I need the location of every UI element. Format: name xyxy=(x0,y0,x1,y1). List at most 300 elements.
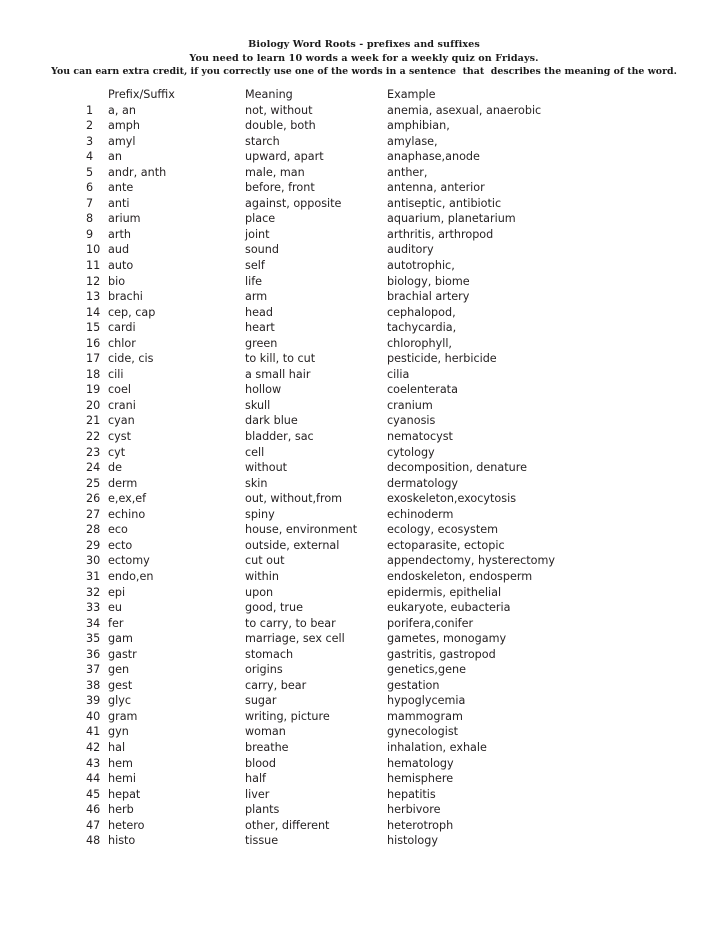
row-prefix-suffix: e,ex,ef xyxy=(108,492,147,506)
row-prefix-suffix: cyt xyxy=(108,445,126,459)
row-prefix-suffix: ectomy xyxy=(108,554,150,568)
row-meaning: against, opposite xyxy=(245,196,342,210)
row-number: 42 xyxy=(86,740,101,754)
table-row xyxy=(0,771,687,787)
row-number: 20 xyxy=(86,398,101,412)
row-meaning: bladder, sac xyxy=(245,430,314,444)
row-number: 26 xyxy=(86,492,101,506)
row-meaning: joint xyxy=(245,227,270,241)
row-left-spacer xyxy=(0,258,86,274)
row-left-spacer xyxy=(0,413,86,429)
row-left-spacer xyxy=(0,211,86,227)
row-left-spacer xyxy=(0,382,86,398)
row-meaning: blood xyxy=(245,756,277,770)
row-example: gastritis, gastropod xyxy=(387,647,496,661)
table-row xyxy=(0,553,687,569)
row-meaning: heart xyxy=(245,321,275,335)
table-row xyxy=(0,678,687,694)
row-prefix-suffix: chlor xyxy=(108,336,136,350)
table-row xyxy=(0,522,687,538)
row-prefix-suffix: ante xyxy=(108,181,134,195)
table-row xyxy=(0,336,687,352)
row-meaning: head xyxy=(245,305,273,319)
row-left-spacer xyxy=(0,398,86,414)
row-left-spacer xyxy=(0,180,86,196)
row-left-spacer xyxy=(0,476,86,492)
row-example: cranium xyxy=(387,398,433,412)
word-roots-table-wrapper xyxy=(0,87,728,849)
row-prefix-suffix: aud xyxy=(108,243,130,257)
row-meaning: breathe xyxy=(245,740,289,754)
row-number: 3 xyxy=(86,134,94,148)
table-row xyxy=(0,289,687,305)
row-example: coelenterata xyxy=(387,383,458,397)
row-number: 47 xyxy=(86,818,101,832)
row-example: ectoparasite, ectopic xyxy=(387,538,505,552)
column-header-number xyxy=(86,87,108,103)
row-number: 36 xyxy=(86,647,101,661)
row-meaning: without xyxy=(245,461,288,475)
row-example: cyanosis xyxy=(387,414,436,428)
row-example: arthritis, arthropod xyxy=(387,227,494,241)
row-example: mammogram xyxy=(387,709,463,723)
row-left-spacer xyxy=(0,756,86,772)
row-example: biology, biome xyxy=(387,274,470,288)
row-example: cilia xyxy=(387,367,410,381)
table-row xyxy=(0,445,687,461)
row-number: 28 xyxy=(86,523,101,537)
row-number: 22 xyxy=(86,430,101,444)
row-example: hemisphere xyxy=(387,772,454,786)
row-number: 34 xyxy=(86,616,101,630)
row-example: amphibian, xyxy=(387,119,450,133)
table-row xyxy=(0,802,687,818)
row-left-spacer xyxy=(0,336,86,352)
row-meaning: house, environment xyxy=(245,523,358,537)
row-example: chlorophyll, xyxy=(387,336,452,350)
table-row xyxy=(0,305,687,321)
row-left-spacer xyxy=(0,522,86,538)
row-number: 1 xyxy=(86,103,94,117)
row-prefix-suffix: cardi xyxy=(108,321,136,335)
row-number: 7 xyxy=(86,196,94,210)
row-number: 13 xyxy=(86,290,101,304)
row-left-spacer xyxy=(0,631,86,647)
row-prefix-suffix: hetero xyxy=(108,818,145,832)
row-prefix-suffix: andr, anth xyxy=(108,165,167,179)
table-row xyxy=(0,833,687,849)
row-prefix-suffix: cyst xyxy=(108,430,131,444)
row-number: 5 xyxy=(86,165,94,179)
row-left-spacer xyxy=(0,802,86,818)
column-header-example: Example xyxy=(387,88,436,101)
row-meaning: outside, external xyxy=(245,538,340,552)
row-number: 30 xyxy=(86,554,101,568)
row-meaning: upon xyxy=(245,585,274,599)
row-example: herbivore xyxy=(387,803,441,817)
row-example: auditory xyxy=(387,243,434,257)
row-example: anaphase,anode xyxy=(387,150,480,164)
row-number: 8 xyxy=(86,212,94,226)
row-prefix-suffix: cide, cis xyxy=(108,352,154,366)
table-row xyxy=(0,740,687,756)
table-row xyxy=(0,600,687,616)
table-row xyxy=(0,631,687,647)
row-example: decomposition, denature xyxy=(387,461,527,475)
row-example: histology xyxy=(387,834,438,848)
row-example: hepatitis xyxy=(387,787,436,801)
row-left-spacer xyxy=(0,709,86,725)
table-row xyxy=(0,662,687,678)
row-prefix-suffix: hem xyxy=(108,756,133,770)
row-left-spacer xyxy=(0,553,86,569)
row-prefix-suffix: eu xyxy=(108,601,122,615)
table-row xyxy=(0,382,687,398)
row-meaning: green xyxy=(245,336,278,350)
table-row xyxy=(0,351,687,367)
table-row xyxy=(0,242,687,258)
row-left-spacer xyxy=(0,149,86,165)
document-header xyxy=(0,38,728,79)
row-prefix-suffix: echino xyxy=(108,507,146,521)
row-meaning: origins xyxy=(245,663,283,677)
row-meaning: male, man xyxy=(245,165,305,179)
row-number: 44 xyxy=(86,772,101,786)
row-prefix-suffix: brachi xyxy=(108,290,143,304)
row-meaning: marriage, sex cell xyxy=(245,632,345,646)
row-prefix-suffix: coel xyxy=(108,383,131,397)
row-number: 37 xyxy=(86,663,101,677)
table-row xyxy=(0,165,687,181)
row-meaning: half xyxy=(245,772,266,786)
row-number: 11 xyxy=(86,259,101,273)
row-example: antiseptic, antibiotic xyxy=(387,196,502,210)
row-number: 48 xyxy=(86,834,101,848)
table-body xyxy=(0,103,687,849)
row-prefix-suffix: crani xyxy=(108,398,136,412)
row-prefix-suffix: gyn xyxy=(108,725,129,739)
row-example: tachycardia, xyxy=(387,321,457,335)
row-number: 9 xyxy=(86,227,94,241)
row-meaning: a small hair xyxy=(245,367,311,381)
row-prefix-suffix: eco xyxy=(108,523,128,537)
row-number: 14 xyxy=(86,305,101,319)
row-prefix-suffix: cyan xyxy=(108,414,135,428)
row-example: exoskeleton,exocytosis xyxy=(387,492,517,506)
row-prefix-suffix: anti xyxy=(108,196,130,210)
row-meaning: skin xyxy=(245,476,268,490)
row-left-spacer xyxy=(0,289,86,305)
column-header-prefix-suffix: Prefix/Suffix xyxy=(108,88,175,101)
table-row xyxy=(0,429,687,445)
row-left-spacer xyxy=(0,103,86,119)
table-row xyxy=(0,398,687,414)
row-number: 2 xyxy=(86,119,94,133)
row-meaning: out, without,from xyxy=(245,492,343,506)
row-prefix-suffix: amph xyxy=(108,119,140,133)
row-meaning: to carry, to bear xyxy=(245,616,336,630)
row-prefix-suffix: ecto xyxy=(108,538,133,552)
row-left-spacer xyxy=(0,787,86,803)
row-example: anther, xyxy=(387,165,428,179)
row-example: ecology, ecosystem xyxy=(387,523,498,537)
row-example: endoskeleton, endosperm xyxy=(387,569,533,583)
row-example: inhalation, exhale xyxy=(387,740,487,754)
row-left-spacer xyxy=(0,445,86,461)
row-meaning: dark blue xyxy=(245,414,298,428)
row-left-spacer xyxy=(0,491,86,507)
row-prefix-suffix: fer xyxy=(108,616,124,630)
word-roots-table xyxy=(0,87,687,849)
row-meaning: life xyxy=(245,274,263,288)
row-example: nematocyst xyxy=(387,430,453,444)
row-left-spacer xyxy=(0,196,86,212)
table-row xyxy=(0,180,687,196)
table-row xyxy=(0,134,687,150)
row-meaning: upward, apart xyxy=(245,150,324,164)
row-left-spacer xyxy=(0,600,86,616)
row-meaning: carry, bear xyxy=(245,678,307,692)
row-prefix-suffix: gen xyxy=(108,663,130,677)
row-number: 46 xyxy=(86,803,101,817)
table-row xyxy=(0,320,687,336)
row-prefix-suffix: gam xyxy=(108,632,133,646)
row-number: 24 xyxy=(86,461,101,475)
row-number: 17 xyxy=(86,352,101,366)
row-left-spacer xyxy=(0,460,86,476)
table-row xyxy=(0,118,687,134)
table-row xyxy=(0,724,687,740)
row-prefix-suffix: hal xyxy=(108,740,126,754)
row-number: 16 xyxy=(86,336,101,350)
row-prefix-suffix: an xyxy=(108,150,122,164)
row-left-spacer xyxy=(0,305,86,321)
table-row xyxy=(0,647,687,663)
row-number: 15 xyxy=(86,321,101,335)
row-example: heterotroph xyxy=(387,818,454,832)
row-meaning: arm xyxy=(245,290,268,304)
row-meaning: sound xyxy=(245,243,279,257)
row-left-spacer xyxy=(0,569,86,585)
row-example: brachial artery xyxy=(387,290,470,304)
row-left-spacer xyxy=(0,538,86,554)
row-example: gametes, monogamy xyxy=(387,632,507,646)
row-prefix-suffix: amyl xyxy=(108,134,136,148)
table-row xyxy=(0,258,687,274)
row-number: 39 xyxy=(86,694,101,708)
table-row xyxy=(0,149,687,165)
table-header-row-group xyxy=(0,87,687,103)
row-meaning: liver xyxy=(245,787,270,801)
row-number: 4 xyxy=(86,150,94,164)
row-meaning: writing, picture xyxy=(245,709,330,723)
row-number: 40 xyxy=(86,709,101,723)
row-example: antenna, anterior xyxy=(387,181,485,195)
row-left-spacer xyxy=(0,165,86,181)
row-prefix-suffix: histo xyxy=(108,834,136,848)
row-example: hypoglycemia xyxy=(387,694,466,708)
row-left-spacer xyxy=(0,662,86,678)
row-prefix-suffix: endo,en xyxy=(108,569,154,583)
row-prefix-suffix: hepat xyxy=(108,787,141,801)
row-left-spacer xyxy=(0,507,86,523)
table-row xyxy=(0,103,687,119)
table-row xyxy=(0,569,687,585)
row-example: anemia, asexual, anaerobic xyxy=(387,103,542,117)
table-row xyxy=(0,196,687,212)
document-subtitle-extra-credit: You can earn extra credit, if you correctly use one of the words in a sentence that describes the meaning of the word. xyxy=(51,66,677,77)
row-number: 35 xyxy=(86,632,101,646)
table-row xyxy=(0,413,687,429)
row-left-spacer xyxy=(0,134,86,150)
row-number: 19 xyxy=(86,383,101,397)
row-meaning: spiny xyxy=(245,507,275,521)
row-left-spacer xyxy=(0,274,86,290)
row-left-spacer xyxy=(0,693,86,709)
row-left-spacer xyxy=(0,647,86,663)
table-row xyxy=(0,709,687,725)
row-meaning: cell xyxy=(245,445,265,459)
table-left-spacer xyxy=(0,87,86,103)
row-example: genetics,gene xyxy=(387,663,466,677)
row-example: gynecologist xyxy=(387,725,459,739)
row-number: 41 xyxy=(86,725,101,739)
row-meaning: place xyxy=(245,212,276,226)
row-number: 31 xyxy=(86,569,101,583)
row-prefix-suffix: herb xyxy=(108,803,134,817)
row-number: 6 xyxy=(86,181,94,195)
row-number: 29 xyxy=(86,538,101,552)
row-prefix-suffix: gest xyxy=(108,678,133,692)
row-left-spacer xyxy=(0,833,86,849)
row-prefix-suffix: de xyxy=(108,461,122,475)
row-number: 23 xyxy=(86,445,101,459)
row-meaning: good, true xyxy=(245,601,303,615)
row-left-spacer xyxy=(0,118,86,134)
table-row xyxy=(0,538,687,554)
row-left-spacer xyxy=(0,242,86,258)
row-number: 33 xyxy=(86,601,101,615)
table-row xyxy=(0,616,687,632)
row-number: 27 xyxy=(86,507,101,521)
row-left-spacer xyxy=(0,367,86,383)
row-meaning: plants xyxy=(245,803,280,817)
row-meaning: not, without xyxy=(245,103,313,117)
row-left-spacer xyxy=(0,818,86,834)
row-prefix-suffix: glyc xyxy=(108,694,131,708)
table-row xyxy=(0,693,687,709)
table-row xyxy=(0,507,687,523)
row-meaning: to kill, to cut xyxy=(245,352,316,366)
table-row xyxy=(0,476,687,492)
table-row xyxy=(0,787,687,803)
row-number: 43 xyxy=(86,756,101,770)
row-left-spacer xyxy=(0,227,86,243)
row-meaning: other, different xyxy=(245,818,330,832)
row-meaning: tissue xyxy=(245,834,279,848)
table-row xyxy=(0,211,687,227)
row-prefix-suffix: gastr xyxy=(108,647,137,661)
row-left-spacer xyxy=(0,585,86,601)
row-meaning: cut out xyxy=(245,554,285,568)
row-number: 12 xyxy=(86,274,101,288)
table-row xyxy=(0,227,687,243)
row-prefix-suffix: arth xyxy=(108,227,131,241)
row-example: amylase, xyxy=(387,134,438,148)
row-example: pesticide, herbicide xyxy=(387,352,497,366)
row-meaning: sugar xyxy=(245,694,277,708)
row-number: 32 xyxy=(86,585,101,599)
row-prefix-suffix: bio xyxy=(108,274,126,288)
table-row xyxy=(0,756,687,772)
row-meaning: self xyxy=(245,259,265,273)
row-meaning: within xyxy=(245,569,279,583)
row-number: 45 xyxy=(86,787,101,801)
table-row xyxy=(0,274,687,290)
row-left-spacer xyxy=(0,429,86,445)
document-subtitle-quiz-info: You need to learn 10 words a week for a weekly quiz on Fridays. xyxy=(189,52,539,64)
row-example: echinoderm xyxy=(387,507,454,521)
row-prefix-suffix: cep, cap xyxy=(108,305,156,319)
row-example: hematology xyxy=(387,756,454,770)
row-meaning: woman xyxy=(245,725,286,739)
row-example: dermatology xyxy=(387,476,459,490)
row-left-spacer xyxy=(0,320,86,336)
row-prefix-suffix: cili xyxy=(108,367,124,381)
table-row xyxy=(0,491,687,507)
row-number: 38 xyxy=(86,678,101,692)
table-row xyxy=(0,367,687,383)
row-meaning: hollow xyxy=(245,383,282,397)
row-example: appendectomy, hysterectomy xyxy=(387,554,555,568)
row-number: 21 xyxy=(86,414,101,428)
row-meaning: double, both xyxy=(245,119,316,133)
table-row xyxy=(0,585,687,601)
row-left-spacer xyxy=(0,740,86,756)
row-prefix-suffix: arium xyxy=(108,212,141,226)
row-prefix-suffix: gram xyxy=(108,709,138,723)
row-example: gestation xyxy=(387,678,440,692)
row-left-spacer xyxy=(0,616,86,632)
row-number: 10 xyxy=(86,243,101,257)
row-left-spacer xyxy=(0,771,86,787)
row-meaning: stomach xyxy=(245,647,294,661)
table-row xyxy=(0,818,687,834)
row-number: 25 xyxy=(86,476,101,490)
row-left-spacer xyxy=(0,351,86,367)
row-left-spacer xyxy=(0,724,86,740)
table-header-row xyxy=(0,87,687,103)
table-row xyxy=(0,460,687,476)
document-title: Biology Word Roots - prefixes and suffixes xyxy=(248,39,480,50)
row-example: porifera,conifer xyxy=(387,616,474,630)
row-prefix-suffix: a, an xyxy=(108,103,136,117)
row-left-spacer xyxy=(0,678,86,694)
row-example: cytology xyxy=(387,445,435,459)
row-example: epidermis, epithelial xyxy=(387,585,502,599)
row-example: autotrophic, xyxy=(387,259,455,273)
row-prefix-suffix: auto xyxy=(108,259,134,273)
row-meaning: skull xyxy=(245,398,271,412)
row-number: 18 xyxy=(86,367,101,381)
row-example: eukaryote, eubacteria xyxy=(387,601,511,615)
column-header-meaning: Meaning xyxy=(245,88,293,101)
row-prefix-suffix: epi xyxy=(108,585,126,599)
row-meaning: starch xyxy=(245,134,280,148)
row-prefix-suffix: hemi xyxy=(108,772,136,786)
row-example: aquarium, planetarium xyxy=(387,212,516,226)
row-meaning: before, front xyxy=(245,181,315,195)
